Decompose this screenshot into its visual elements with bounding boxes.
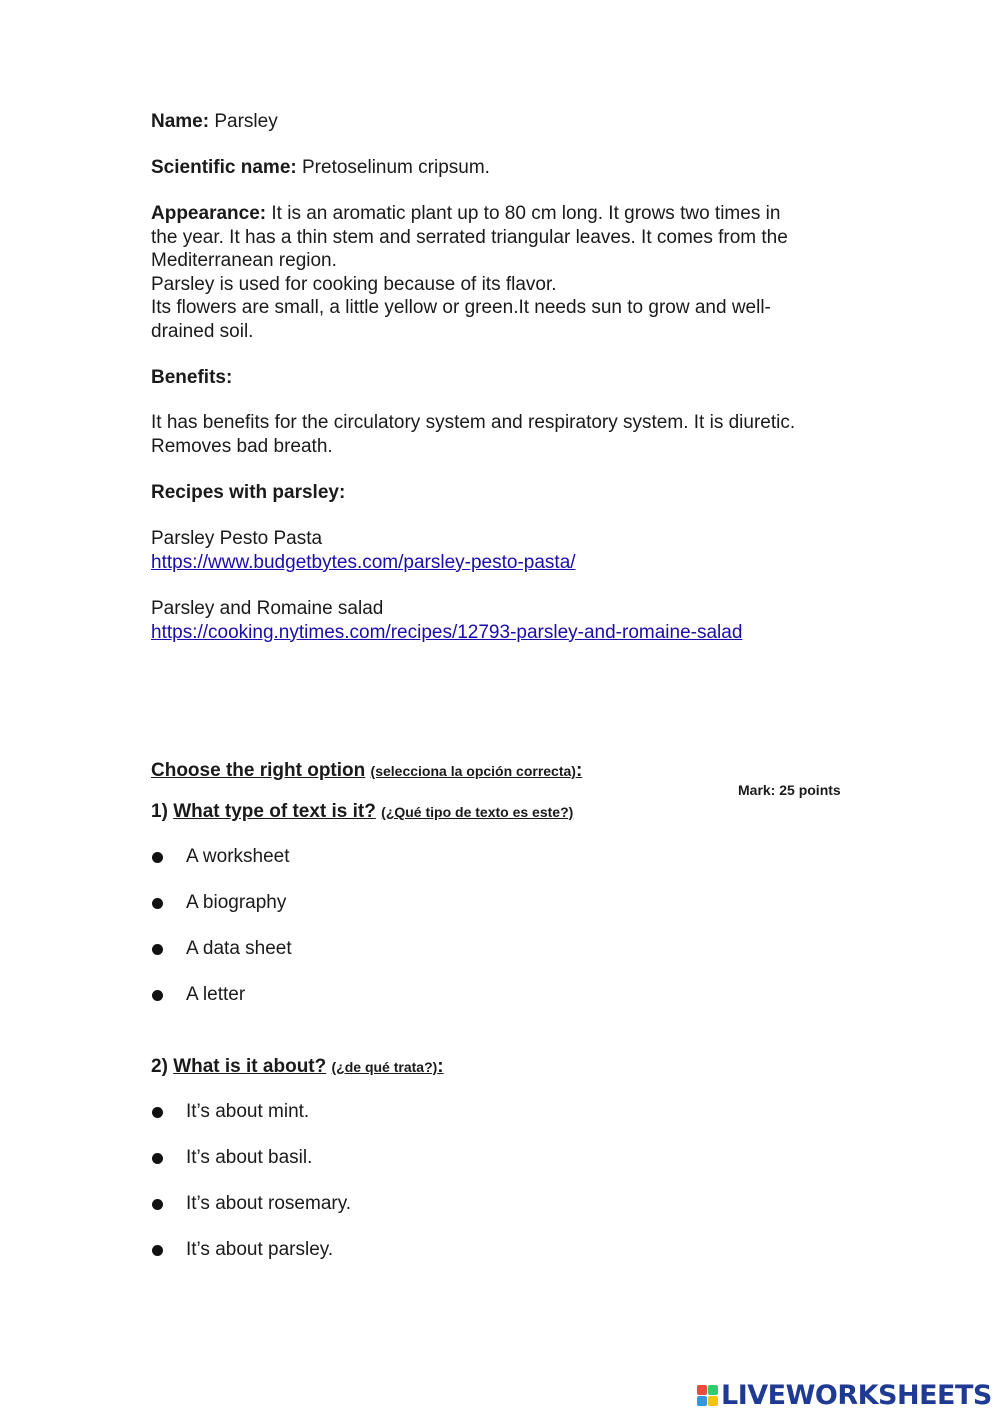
recipe-item — [151, 597, 742, 644]
appearance-line: Parsley is used for cooking because of its flavor. — [151, 273, 557, 295]
benefits-line: It has benefits for the circulatory system and respiratory system. It is diuretic. — [151, 412, 796, 433]
bullet-icon — [152, 852, 163, 863]
recipe-item — [151, 527, 576, 574]
bullet-icon — [152, 944, 163, 955]
recipe-title: Parsley Pesto Pasta — [151, 528, 323, 549]
question-text: What is it about? — [173, 1056, 327, 1077]
option-parsley[interactable]: It’s about parsley. — [186, 1239, 334, 1260]
logo-square — [697, 1385, 707, 1395]
recipe-title: Parsley and Romaine salad — [151, 598, 384, 619]
question-number: 2) — [151, 1056, 168, 1077]
bullet-icon — [152, 898, 163, 909]
mark-label: Mark: 25 points — [738, 782, 841, 798]
logo-square — [708, 1396, 718, 1406]
brand-name: LIVEWORKSHEETS — [721, 1379, 992, 1411]
bullet-icon — [152, 1245, 163, 1256]
quiz-heading — [151, 759, 582, 784]
quiz-heading-sub: (selecciona la opción correcta) — [370, 763, 576, 779]
appearance-label: Appearance: — [151, 203, 267, 224]
question-1 — [151, 800, 573, 825]
appearance-line: drained soil. — [151, 320, 254, 342]
bullet-icon — [152, 1199, 163, 1210]
option-basil[interactable]: It’s about basil. — [186, 1147, 313, 1168]
scientific-name-line — [151, 156, 490, 180]
name-label: Name: — [151, 111, 210, 132]
logo-square — [708, 1385, 718, 1395]
option-rosemary[interactable]: It’s about rosemary. — [186, 1193, 352, 1214]
recipe-link[interactable]: https://www.budgetbytes.com/parsley-pesto-pasta/ — [151, 551, 576, 573]
bullet-icon — [152, 1153, 163, 1164]
appearance-line: It is an aromatic plant up to 80 cm long. It grows two times in — [271, 203, 781, 224]
logo-square — [697, 1396, 707, 1406]
option-a-biography[interactable]: A biography — [186, 892, 287, 913]
appearance-paragraph — [151, 202, 788, 343]
benefits-line: Removes bad breath. — [151, 435, 333, 457]
logo-grid-icon — [697, 1385, 718, 1406]
question-number: 1) — [151, 801, 168, 822]
option-a-worksheet[interactable]: A worksheet — [186, 846, 290, 867]
question-translation: (¿Qué tipo de texto es este?) — [381, 804, 574, 820]
recipes-heading: Recipes with parsley: — [151, 482, 346, 503]
liveworksheets-logo — [697, 1378, 992, 1412]
scientific-name-label: Scientific name: — [151, 157, 297, 178]
benefits-heading: Benefits: — [151, 367, 233, 388]
bullet-icon — [152, 990, 163, 1001]
quiz-heading-end: : — [575, 760, 583, 781]
benefits-paragraph — [151, 411, 795, 458]
question-2 — [151, 1055, 444, 1080]
bullet-icon — [152, 1107, 163, 1118]
name-value: Parsley — [214, 111, 278, 132]
option-a-data-sheet[interactable]: A data sheet — [186, 938, 292, 959]
question-translation: (¿de qué trata?) — [331, 1059, 438, 1075]
quiz-heading-main: Choose the right option — [151, 760, 366, 781]
question-end: : — [437, 1056, 444, 1077]
option-mint[interactable]: It’s about mint. — [186, 1101, 310, 1122]
option-a-letter[interactable]: A letter — [186, 984, 246, 1005]
appearance-line: Its flowers are small, a little yellow or green.It needs sun to grow and well- — [151, 297, 771, 318]
recipe-link[interactable]: https://cooking.nytimes.com/recipes/12793-parsley-and-romaine-salad — [151, 621, 743, 643]
appearance-line: Mediterranean region. — [151, 250, 337, 271]
name-line — [151, 110, 278, 134]
scientific-name-value: Pretoselinum cripsum. — [302, 157, 490, 178]
question-text: What type of text is it? — [173, 801, 376, 822]
appearance-line: the year. It has a thin stem and serrated triangular leaves. It comes from the — [151, 226, 788, 248]
